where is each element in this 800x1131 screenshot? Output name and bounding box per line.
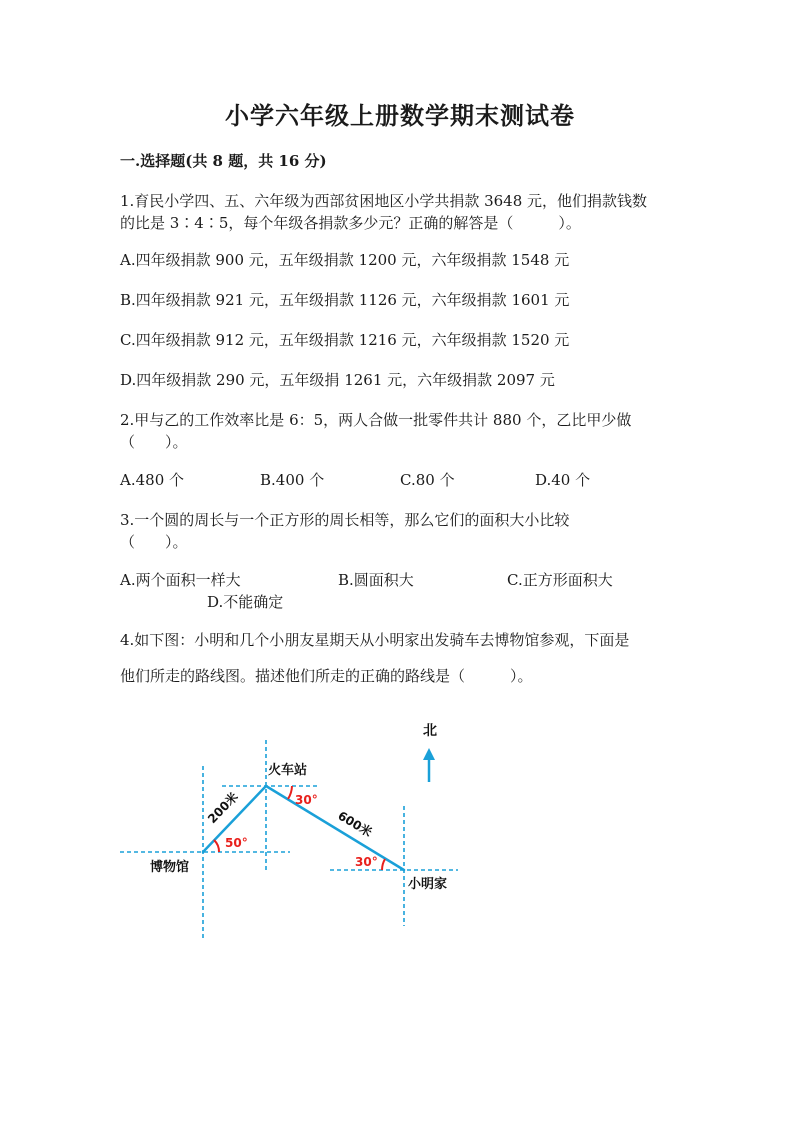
q2-option-a[interactable]: A.480 个 — [120, 471, 184, 489]
place-label-museum: 博物馆 — [150, 860, 190, 875]
angle-arc-museum — [214, 840, 219, 852]
q1-stem-line-1: 1.育民小学四、五、六年级为西部贫困地区小学共捐款 3648 元，他们捐款钱数 — [120, 192, 648, 210]
place-label-station: 火车站 — [268, 763, 308, 778]
angle-label-home: 30° — [355, 855, 378, 869]
q1-option-d[interactable]: D.四年级捐款 290 元，五年级捐 1261 元，六年级捐款 2097 元 — [120, 371, 555, 389]
place-label-home: 小明家 — [408, 877, 448, 892]
q3-option-c[interactable]: C.正方形面积大 — [507, 571, 613, 589]
q1-option-c[interactable]: C.四年级捐款 912 元，五年级捐款 1216 元，六年级捐款 1520 元 — [120, 331, 570, 349]
angle-label-museum: 50° — [225, 836, 248, 850]
distance-label-museum-station: 200米 — [205, 789, 241, 827]
route-station-home — [266, 786, 404, 870]
q1-stem-line-2: 的比是 3∶4∶5，每个年级各捐款多少元？正确的解答是（ ）。 — [120, 214, 581, 232]
distance-label-station-home: 600米 — [335, 808, 375, 840]
q3-stem-line-2: （ ）。 — [120, 533, 188, 551]
q3-stem-line-1: 3.一个圆的周长与一个正方形的周长相等，那么它们的面积大小比较 — [120, 511, 570, 529]
q3-option-b[interactable]: B.圆面积大 — [338, 571, 414, 589]
q3-option-a[interactable]: A.两个面积一样大 — [120, 571, 241, 589]
north-arrowhead-icon — [423, 748, 435, 760]
q2-option-d[interactable]: D.40 个 — [535, 471, 591, 489]
q3-option-d[interactable]: D.不能确定 — [207, 593, 284, 611]
q2-option-c[interactable]: C.80 个 — [400, 471, 455, 489]
q1-option-b[interactable]: B.四年级捐款 921 元，五年级捐款 1126 元，六年级捐款 1601 元 — [120, 291, 570, 309]
route-museum-station — [203, 786, 266, 852]
q2-stem-line-2: （ ）。 — [120, 433, 188, 451]
q4-stem-line-2: 他们所走的路线图。描述他们所走的正确的路线是（ ）。 — [120, 667, 533, 685]
page-title: 小学六年级上册数学期末测试卷 — [225, 101, 575, 130]
angle-label-station: 30° — [295, 793, 318, 807]
q2-option-b[interactable]: B.400 个 — [260, 471, 325, 489]
angle-arc-home — [382, 859, 385, 870]
q1-option-a[interactable]: A.四年级捐款 900 元，五年级捐款 1200 元，六年级捐款 1548 元 — [120, 251, 570, 269]
section-heading: 一.选择题(共 8 题，共 16 分) — [120, 152, 327, 170]
q2-stem-line-1: 2.甲与乙的工作效率比是 6：5，两人合做一批零件共计 880 个，乙比甲少做 — [120, 411, 632, 429]
q4-stem-line-1: 4.如下图：小明和几个小朋友星期天从小明家出发骑车去博物馆参观，下面是 — [120, 631, 630, 649]
angle-arc-station — [288, 786, 292, 799]
north-label: 北 — [423, 723, 437, 739]
